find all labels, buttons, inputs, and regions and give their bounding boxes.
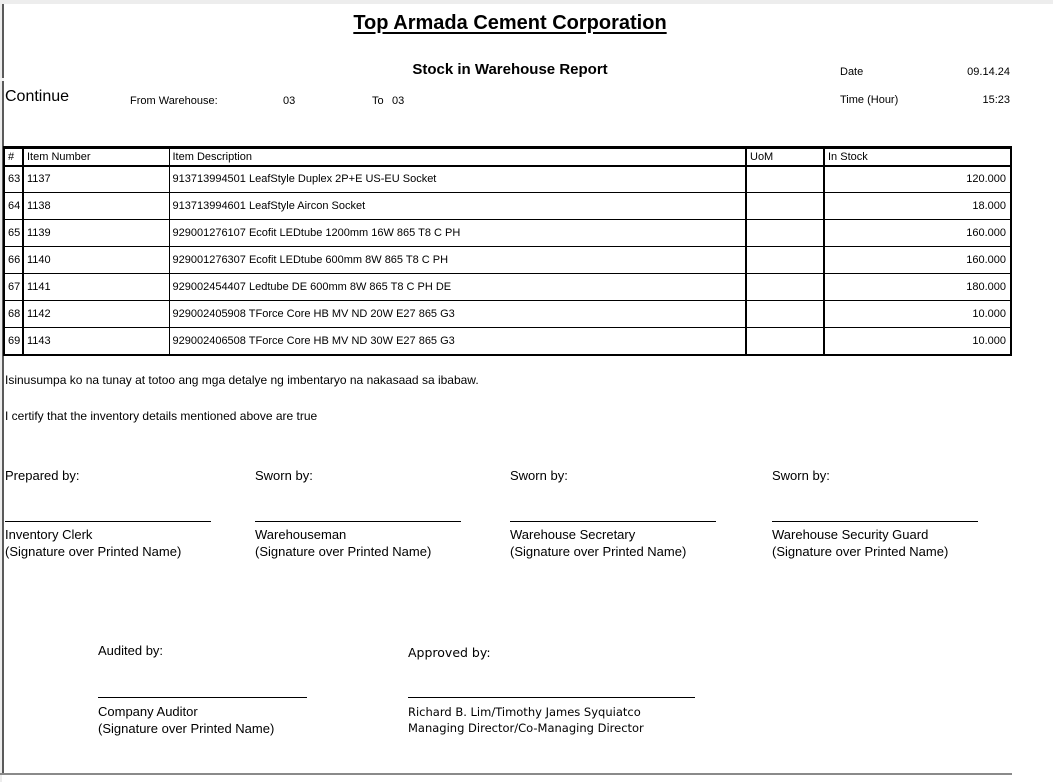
stock-table bbox=[3, 146, 1012, 356]
cell-in_stock: 160.000 bbox=[824, 247, 1011, 274]
signature-line bbox=[98, 697, 307, 698]
signature-line bbox=[255, 521, 461, 522]
cell-item_number: 1142 bbox=[23, 301, 169, 328]
column-header: UoM bbox=[746, 148, 824, 166]
signature-note: (Signature over Printed Name) bbox=[772, 544, 949, 559]
cell-description: 929002406508 TForce Core HB MV ND 30W E27 865 G3 bbox=[169, 328, 746, 355]
cell-uom bbox=[746, 328, 824, 355]
window-top-edge bbox=[0, 0, 1053, 4]
cell-item_number: 1139 bbox=[23, 220, 169, 247]
cell-item_number: 1143 bbox=[23, 328, 169, 355]
certification-tagalog: Isinusumpa ko na tunay at totoo ang mga detalye ng imbentaryo na nakasaad sa ibabaw. bbox=[5, 373, 479, 387]
sworn-by-label: Sworn by: bbox=[510, 468, 568, 483]
cell-item_number: 1137 bbox=[23, 166, 169, 193]
signatory-title: Warehouse Secretary bbox=[510, 527, 636, 542]
stock-table-header-row bbox=[4, 148, 1011, 166]
stock-table-body bbox=[4, 166, 1011, 355]
column-header: # bbox=[4, 148, 23, 166]
cell-item_number: 1140 bbox=[23, 247, 169, 274]
from-warehouse-label: From Warehouse: bbox=[130, 95, 218, 107]
signature-note: (Signature over Printed Name) bbox=[98, 721, 275, 736]
to-label: To bbox=[372, 95, 384, 107]
column-header: In Stock bbox=[824, 148, 1011, 166]
cell-uom bbox=[746, 166, 824, 193]
table-row bbox=[4, 166, 1011, 193]
signature-line bbox=[772, 521, 978, 522]
time-value: 15:23 bbox=[982, 94, 1010, 106]
continue-label: Continue bbox=[5, 88, 70, 105]
signature-line bbox=[408, 697, 695, 698]
cell-num: 65 bbox=[4, 220, 23, 247]
column-header: Item Description bbox=[169, 148, 746, 166]
table-row bbox=[4, 301, 1011, 328]
cell-description: 929002454407 Ledtube DE 600mm 8W 865 T8 C PH DE bbox=[169, 274, 746, 301]
table-row bbox=[4, 274, 1011, 301]
certification-english: I certify that the inventory details mentioned above are true bbox=[5, 409, 318, 423]
cell-description: 913713994501 LeafStyle Duplex 2P+E US-EU Socket bbox=[169, 166, 746, 193]
cell-num: 69 bbox=[4, 328, 23, 355]
signature-note: (Signature over Printed Name) bbox=[510, 544, 687, 559]
cell-description: 929001276107 Ecofit LEDtube 1200mm 16W 865 T8 C PH bbox=[169, 220, 746, 247]
cell-uom bbox=[746, 301, 824, 328]
cell-in_stock: 120.000 bbox=[824, 166, 1011, 193]
cell-uom bbox=[746, 193, 824, 220]
signatory-title: Warehouseman bbox=[255, 527, 347, 542]
date-value: 09.14.24 bbox=[967, 66, 1010, 78]
cell-description: 929001276307 Ecofit LEDtube 600mm 8W 865 T8 C PH bbox=[169, 247, 746, 274]
cell-num: 67 bbox=[4, 274, 23, 301]
signature-line bbox=[510, 521, 716, 522]
sworn-by-label: Sworn by: bbox=[255, 468, 313, 483]
auditor-title: Company Auditor bbox=[98, 704, 198, 719]
cell-uom bbox=[746, 220, 824, 247]
page-left-seam bbox=[0, 78, 4, 81]
report-title: Stock in Warehouse Report bbox=[412, 61, 608, 78]
signature-note: (Signature over Printed Name) bbox=[5, 544, 182, 559]
signature-line bbox=[5, 521, 211, 522]
approver-names: Richard B. Lim/Timothy James Syquiatco bbox=[408, 705, 641, 719]
cell-in_stock: 180.000 bbox=[824, 274, 1011, 301]
cell-in_stock: 160.000 bbox=[824, 220, 1011, 247]
signatory-title: Warehouse Security Guard bbox=[772, 527, 929, 542]
cell-uom bbox=[746, 274, 824, 301]
cell-description: 929002405908 TForce Core HB MV ND 20W E27 865 G3 bbox=[169, 301, 746, 328]
sworn-by-label: Sworn by: bbox=[772, 468, 830, 483]
cell-num: 64 bbox=[4, 193, 23, 220]
to-warehouse-value: 03 bbox=[392, 95, 405, 107]
cell-num: 63 bbox=[4, 166, 23, 193]
cell-num: 66 bbox=[4, 247, 23, 274]
cell-item_number: 1141 bbox=[23, 274, 169, 301]
cell-in_stock: 18.000 bbox=[824, 193, 1011, 220]
page-bottom-border bbox=[0, 773, 1012, 775]
column-header: Item Number bbox=[23, 148, 169, 166]
from-warehouse-value: 03 bbox=[283, 95, 296, 107]
audited-by-label: Audited by: bbox=[98, 643, 164, 658]
page-left-border bbox=[2, 4, 4, 774]
company-title: Top Armada Cement Corporation bbox=[353, 12, 667, 34]
approved-by-label: Approved by: bbox=[408, 645, 491, 660]
cell-uom bbox=[746, 247, 824, 274]
table-row bbox=[4, 328, 1011, 355]
date-label: Date bbox=[840, 66, 864, 78]
cell-in_stock: 10.000 bbox=[824, 328, 1011, 355]
signatory-title: Inventory Clerk bbox=[5, 527, 93, 542]
time-label: Time (Hour) bbox=[840, 94, 899, 106]
approver-titles: Managing Director/Co-Managing Director bbox=[408, 721, 644, 735]
cell-item_number: 1138 bbox=[23, 193, 169, 220]
table-row bbox=[4, 193, 1011, 220]
cell-description: 913713994601 LeafStyle Aircon Socket bbox=[169, 193, 746, 220]
signature-note: (Signature over Printed Name) bbox=[255, 544, 432, 559]
cell-in_stock: 10.000 bbox=[824, 301, 1011, 328]
cell-num: 68 bbox=[4, 301, 23, 328]
prepared-by-label: Prepared by: bbox=[5, 468, 80, 483]
table-row bbox=[4, 247, 1011, 274]
table-row bbox=[4, 220, 1011, 247]
